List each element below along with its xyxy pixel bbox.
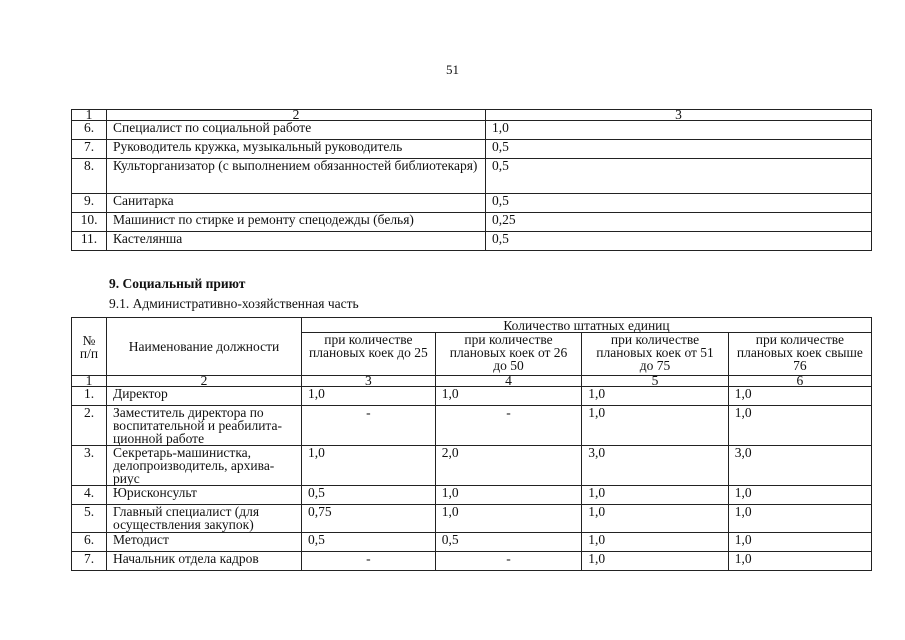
staff-value: 1,0 [435,387,582,406]
staff-value: 0,25 [486,213,872,232]
table-numbering-row [72,376,872,387]
staff-value: 1,0 [582,533,729,552]
position-name: Главный специалист (для осуществления закупок) [107,505,302,533]
row-number: 11. [72,232,107,251]
table-row [72,232,872,251]
column-number-cell: 1 [72,376,107,387]
row-number: 3. [72,446,107,486]
row-number: 4. [72,486,107,505]
column-number-cell: 6 [728,376,871,387]
column-number-cell: 1 [72,110,107,121]
position-name: Директор [107,387,302,406]
position-name: Машинист по стирке и ремонту спецодежды (белья) [107,213,486,232]
row-number: 10. [72,213,107,232]
table-row [72,486,872,505]
staff-value: 1,0 [302,446,436,486]
row-number: 5. [72,505,107,533]
staff-value: 1,0 [728,486,871,505]
staff-value: 0,5 [302,486,436,505]
table-header-row [72,110,872,121]
table-row [72,505,872,533]
position-name: Юрисконсульт [107,486,302,505]
staff-value: 0,5 [486,140,872,159]
staff-value: 1,0 [582,505,729,533]
position-name: Специалист по социальной работе [107,121,486,140]
staff-value: 1,0 [728,552,871,571]
staff-value: 0,5 [435,533,582,552]
table-row [72,140,872,159]
table-header-row [72,318,872,333]
row-number: 1. [72,387,107,406]
staff-value: 3,0 [728,446,871,486]
staff-value: - [302,552,436,571]
column-number-cell: 3 [486,110,872,121]
position-name: Методист [107,533,302,552]
staff-value: 1,0 [302,387,436,406]
column-header-beds: при количестве плановых коек от 26 до 50 [435,333,582,376]
staff-value: 1,0 [582,406,729,446]
staff-value: 1,0 [486,121,872,140]
table-row [72,533,872,552]
column-number-cell: 3 [302,376,436,387]
column-number-cell: 2 [107,376,302,387]
table-row [72,406,872,446]
staff-value: - [302,406,436,446]
table-row [72,194,872,213]
position-name: Культорганизатор (с выполнением обязанностей библиотекаря) [107,159,486,194]
position-name: Кастелянша [107,232,486,251]
staff-value: 1,0 [582,387,729,406]
position-name: Санитарка [107,194,486,213]
row-number: 6. [72,533,107,552]
column-number-cell: 4 [435,376,582,387]
staff-value: 1,0 [582,486,729,505]
page-number: 51 [446,62,459,77]
staff-value: - [435,552,582,571]
staff-value: 0,75 [302,505,436,533]
row-number: 9. [72,194,107,213]
table-row [72,387,872,406]
position-name: Заместитель директора по воспитательной и реабилита-ционной работе [107,406,302,446]
column-header-group: Количество штатных единиц [302,318,872,333]
row-number: 7. [72,552,107,571]
staff-value: 1,0 [435,486,582,505]
table-row [72,213,872,232]
staff-value: 2,0 [435,446,582,486]
column-header-beds: при количестве плановых коек от 51 до 75 [582,333,729,376]
shelter-staff-table [71,317,872,571]
position-name: Секретарь-машинистка, делопроизводитель, архива-риус [107,446,302,486]
staff-value: 1,0 [582,552,729,571]
staff-value: 0,5 [486,159,872,194]
column-number-cell: 2 [107,110,486,121]
staff-value: 0,5 [486,232,872,251]
row-number: 6. [72,121,107,140]
row-number: 2. [72,406,107,446]
staff-value: 1,0 [728,406,871,446]
staff-table-continued [71,109,872,251]
column-header-number: № п/п [72,318,107,376]
column-number-cell: 5 [582,376,729,387]
staff-value: 0,5 [302,533,436,552]
position-name: Руководитель кружка, музыкальный руководитель [107,140,486,159]
column-header-beds: при количестве плановых коек до 25 [302,333,436,376]
table-row [72,121,872,140]
staff-value: 3,0 [582,446,729,486]
section-title: 9. Социальный приют [109,276,246,291]
table-row [72,446,872,486]
table-row [72,159,872,194]
staff-value: 1,0 [728,505,871,533]
staff-value: - [435,406,582,446]
staff-value: 1,0 [728,533,871,552]
row-number: 7. [72,140,107,159]
staff-value: 0,5 [486,194,872,213]
staff-value: 1,0 [728,387,871,406]
staff-value: 1,0 [435,505,582,533]
column-header-beds: при количестве плановых коек свыше 76 [728,333,871,376]
table-row [72,552,872,571]
subsection-title: 9.1. Административно-хозяйственная часть [109,296,359,311]
row-number: 8. [72,159,107,194]
position-name: Начальник отдела кадров [107,552,302,571]
column-header-name: Наименование должности [107,318,302,376]
